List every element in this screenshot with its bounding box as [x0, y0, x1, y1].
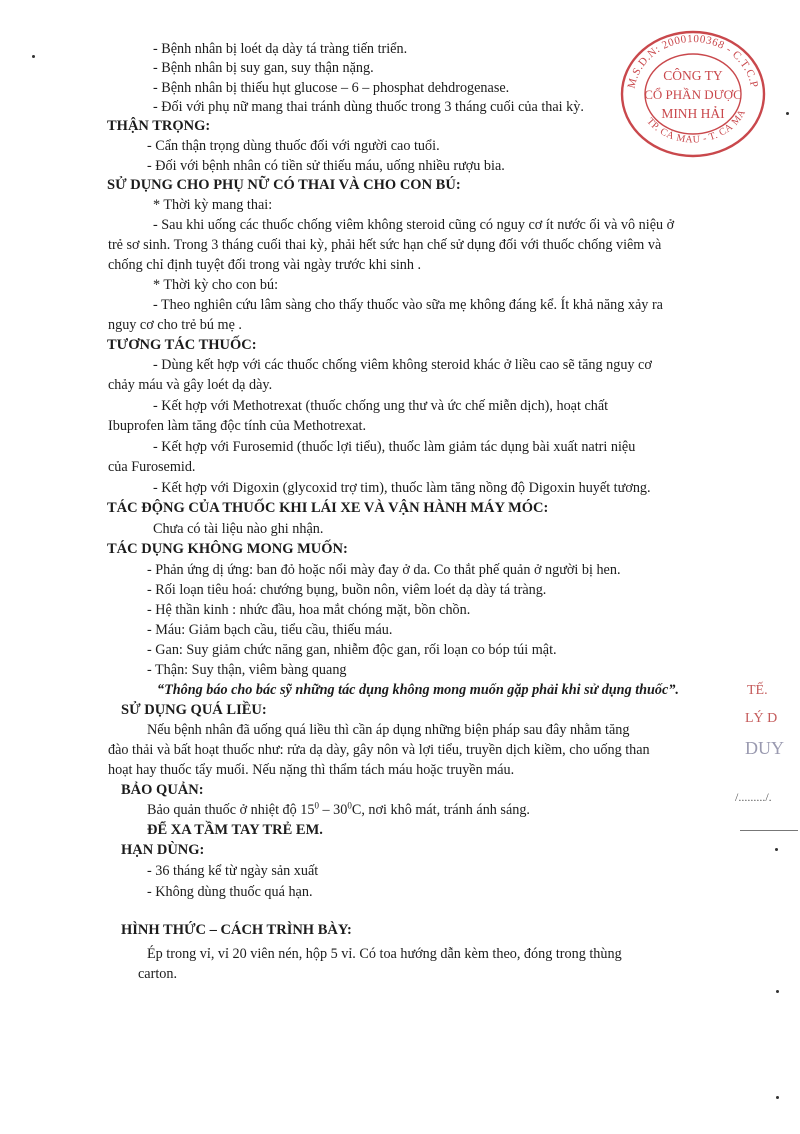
section-heading-presentation: HÌNH THỨC – CÁCH TRÌNH BÀY: — [121, 922, 352, 938]
overdose-line: hoạt hay thuốc tẩy muối. Nếu nặng thì thẩm tách máu hoặc truyền máu. — [108, 762, 515, 778]
presentation-line: carton. — [138, 966, 177, 982]
contraindication-line: - Đối với phụ nữ mang thai tránh dùng thuốc trong 3 tháng cuối của thai kỳ. — [153, 99, 584, 115]
pregnancy-line: chống chỉ định tuyệt đối trong vài ngày trước khi sinh . — [108, 257, 422, 273]
interaction-line: - Dùng kết hợp với các thuốc chống viêm không steroid khác ở liều cao sẽ tăng nguy cơ — [153, 357, 652, 373]
scan-speck — [776, 990, 779, 993]
section-heading-side-effects: TÁC DỤNG KHÔNG MONG MUỐN: — [107, 541, 348, 557]
side-effect-line: - Thận: Suy thận, viêm bàng quang — [147, 662, 347, 678]
side-effect-line: - Rối loạn tiêu hoá: chướng bụng, buồn nôn, viêm loét dạ dày tá tràng. — [147, 582, 547, 598]
stamp-graphic — [618, 26, 768, 158]
contraindication-line: - Bệnh nhân bị loét dạ dày tá tràng tiến triển. — [153, 41, 408, 57]
storage-degree-1: 0 — [314, 800, 319, 811]
side-effect-line: - Gan: Suy giảm chức năng gan, nhiễm độc gan, rối loạn co bóp túi mật. — [147, 642, 557, 658]
side-effect-line: - Hệ thần kinh : nhức đầu, hoa mắt chóng mặt, bồn chồn. — [147, 602, 471, 618]
edge-fragment: TẾ. — [747, 683, 768, 698]
company-stamp — [618, 26, 768, 158]
interaction-line: - Kết hợp với Digoxin (glycoxid trợ tim), thuốc làm tăng nồng độ Digoxin huyết tương. — [153, 480, 651, 496]
interaction-line: của Furosemid. — [108, 459, 196, 475]
storage-text-after: C, nơi khô mát, tránh ánh sáng. — [351, 802, 530, 818]
stamp-line-3: MINH HẢI — [661, 106, 725, 121]
section-heading-storage: BẢO QUẢN: — [121, 782, 204, 798]
edge-fragment: DUY — [745, 738, 784, 758]
pregnancy-line: - Theo nghiên cứu lâm sàng cho thấy thuốc vào sữa mẹ không đáng kể. Ít khả năng xảy ra — [153, 297, 663, 313]
side-effect-line: - Phản ứng dị ứng: ban đỏ hoặc nổi mày đay ở da. Co thắt phế quản ở người bị hen. — [147, 562, 621, 578]
stamp-line-2: CỔ PHẦN DƯỢC — [644, 87, 742, 102]
section-heading-expiry: HẠN DÙNG: — [121, 842, 205, 858]
storage-text-before: Bảo quản thuốc ở nhiệt độ 15 — [147, 802, 315, 818]
driving-line: Chưa có tài liệu nào ghi nhận. — [153, 521, 324, 537]
scan-speck — [775, 848, 778, 851]
interaction-line: Ibuprofen làm tăng độc tính của Methotrexat. — [108, 418, 367, 434]
scan-speck — [786, 112, 789, 115]
scan-speck — [32, 55, 35, 58]
side-effect-line: - Máu: Giảm bạch cầu, tiểu cầu, thiếu máu. — [147, 622, 393, 638]
storage-line — [147, 801, 530, 819]
precaution-line: - Cẩn thận trọng dùng thuốc đối với người cao tuổi. — [147, 138, 440, 154]
scan-speck — [776, 1096, 779, 1099]
pregnancy-line: * Thời kỳ mang thai: — [153, 197, 273, 213]
pregnancy-line: * Thời kỳ cho con bú: — [153, 277, 279, 293]
presentation-line: Ép trong vỉ, vỉ 20 viên nén, hộp 5 vỉ. Có toa hướng dẫn kèm theo, đóng trong thùng — [147, 946, 622, 962]
side-effect-notice: “Thông báo cho bác sỹ những tác dụng không mong muốn gặp phải khi sử dụng thuốc”. — [157, 682, 679, 698]
stamp-ring-text: M.S.D.N: 2000100368 - C.T.C.P — [625, 32, 761, 90]
overdose-line: đào thải và bất hoạt thuốc như: rửa dạ dày, gây nôn và lợi tiểu, truyền dịch kiềm, cho uống than — [108, 742, 650, 758]
overdose-line: Nếu bệnh nhân đã uống quá liều thì cần áp dụng những biện pháp sau đây nhằm tăng — [147, 722, 630, 738]
interaction-line: - Kết hợp với Methotrexat (thuốc chống ung thư và ức chế miễn dịch), hoạt chất — [153, 398, 609, 414]
section-heading-interactions: TƯƠNG TÁC THUỐC: — [107, 337, 257, 353]
interaction-line: - Kết hợp với Furosemid (thuốc lợi tiểu), thuốc làm giảm tác dụng bài xuất natri niệu — [153, 439, 636, 455]
keep-out-of-reach: ĐỂ XA TẦM TAY TRẺ EM. — [147, 822, 323, 838]
expiry-line: - 36 tháng kể từ ngày sản xuất — [147, 863, 319, 879]
section-heading-overdose: SỬ DỤNG QUÁ LIỀU: — [121, 702, 267, 718]
contraindication-line: - Bệnh nhân bị thiếu hụt glucose – 6 – phosphat dehdrogenase. — [153, 80, 510, 96]
edge-fragment: /........./. — [735, 790, 772, 804]
pregnancy-line: - Sau khi uống các thuốc chống viêm không steroid cũng có nguy cơ ít nước ối và vô niệu ở — [153, 217, 675, 233]
storage-text-mid: – 30 — [318, 802, 348, 818]
stamp-line-1: CÔNG TY — [663, 68, 723, 83]
section-heading-precautions: THẬN TRỌNG: — [107, 118, 211, 134]
section-heading-pregnancy: SỬ DỤNG CHO PHỤ NỮ CÓ THAI VÀ CHO CON BÚ: — [107, 177, 461, 193]
storage-degree-2: 0 — [347, 800, 352, 811]
stamp-bottom-text: TP. CÀ MAU - T. CÀ MA — [644, 107, 749, 146]
pregnancy-line: trẻ sơ sinh. Trong 3 tháng cuối thai kỳ, phải hết sức hạn chế sử dụng đối với thuốc chống viêm và — [108, 237, 662, 253]
precaution-line: - Đối với bệnh nhân có tiền sử thiếu máu, uống nhiều rượu bia. — [147, 158, 505, 174]
section-heading-driving: TÁC ĐỘNG CỦA THUỐC KHI LÁI XE VÀ VẬN HÀNH MÁY MÓC: — [107, 500, 549, 516]
edge-fragment: LÝ D — [745, 711, 778, 726]
edge-rule — [740, 830, 798, 831]
contraindication-line: - Bệnh nhân bị suy gan, suy thận nặng. — [153, 60, 374, 76]
pregnancy-line: nguy cơ cho trẻ bú mẹ . — [108, 317, 242, 333]
interaction-line: chảy máu và gây loét dạ dày. — [108, 377, 273, 393]
expiry-line: - Không dùng thuốc quá hạn. — [147, 884, 313, 900]
